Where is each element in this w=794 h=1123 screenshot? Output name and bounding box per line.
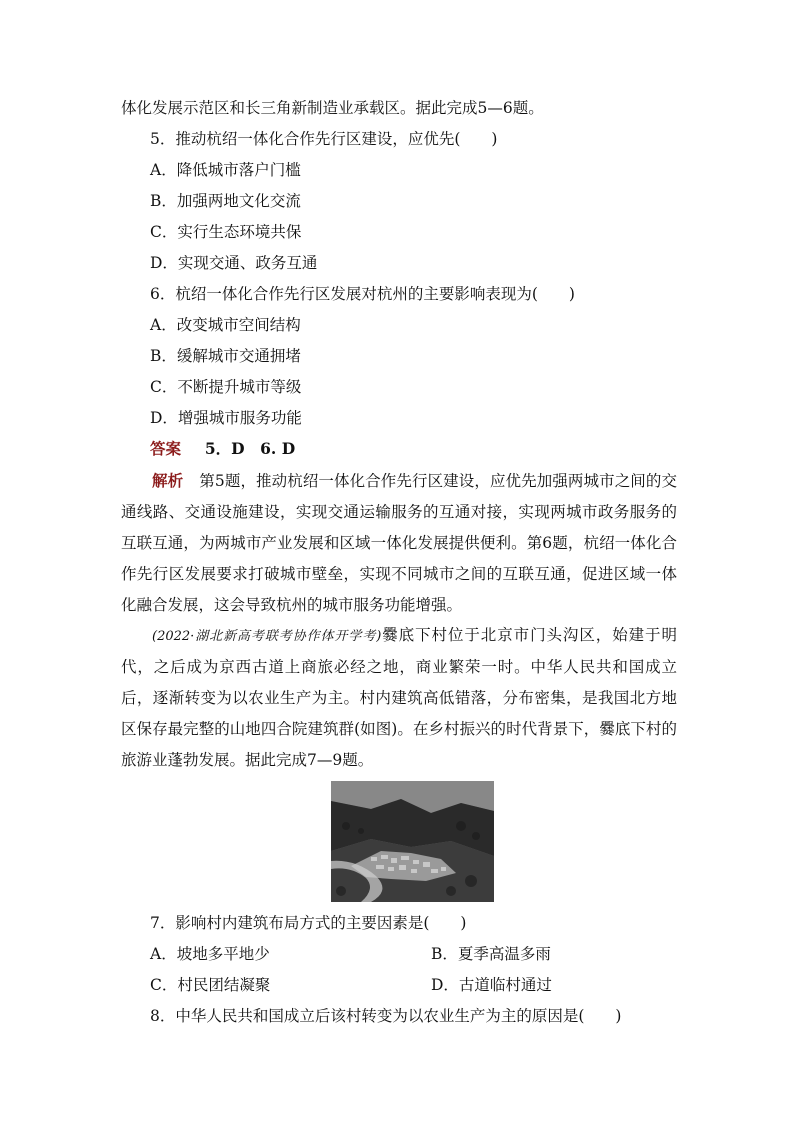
question-5-option-b: B．加强两地文化交流: [150, 192, 301, 210]
question-6-stem: 6．杭绍一体化合作先行区发展对杭州的主要影响表现为( ): [150, 285, 575, 303]
question-7-option-c: C．村民团结凝聚: [150, 976, 271, 994]
question-7-option-d: D．古道临村通过: [431, 976, 552, 994]
question-5-option-a: A．降低城市落户门槛: [150, 161, 301, 179]
question-6-option-a: A．改变城市空间结构: [150, 316, 301, 334]
answer-label: 答案: [150, 439, 182, 458]
question-5-option-d: D．实现交通、政务互通: [150, 254, 318, 272]
question-6-option-c: C．不断提升城市等级: [150, 378, 302, 396]
passage-text: 爨底下村位于北京市门头沟区，始建于明代，之后成为京西古道上商旅必经之地，商业繁荣一时。中华人民共和国成立后，逐渐转变为以农业生产为主。村内建筑高低错落，分布密集，是我国北方地区保存最完整的山地四合院建筑群(如图)。在乡村振兴的时代背景下，爨底下村的旅游业蓬勃发展。据此完成7—9题。: [121, 626, 677, 769]
answer-text: 5．D 6. D: [204, 439, 296, 458]
question-6-option-d: D．增强城市服务功能: [150, 409, 302, 427]
intro-tail-text: 体化发展示范区和长三角新制造业承载区。据此完成5—6题。: [121, 99, 544, 117]
answer-line: [150, 439, 295, 459]
analysis-label: 解析: [152, 471, 184, 490]
question-7-option-b: B．夏季高温多雨: [431, 945, 551, 963]
analysis-text: 第5题，推动杭绍一体化合作先行区建设，应优先加强两城市之间的交通线路、交通设施建设，实现交通运输服务的互通对接，实现两城市政务服务的互联互通，为两城市产业发展和区域一体化发展提供便利。第6题，杭绍一体化合作先行区发展要求打破城市壁垒，实现不同城市之间的互联互通，促进区域一体化融合发展，这会导致杭州的城市服务功能增强。: [121, 472, 677, 614]
question-6-option-b: B．缓解城市交通拥堵: [150, 347, 301, 365]
passage-paragraph: [121, 620, 677, 776]
passage-source: (2022·湖北新高考联考协作体开学考): [152, 629, 382, 644]
question-7-option-a: A．坡地多平地少: [150, 945, 270, 963]
mountain-village-photo-icon: [331, 781, 494, 902]
question-5-stem: 5．推动杭绍一体化合作先行区建设，应优先( ): [150, 130, 498, 148]
question-5-option-c: C．实行生态环境共保: [150, 223, 302, 241]
question-7-stem: 7．影响村内建筑布局方式的主要因素是( ): [150, 914, 467, 932]
analysis-paragraph: [121, 465, 677, 621]
question-8-stem: 8．中华人民共和国成立后该村转变为以农业生产为主的原因是( ): [150, 1007, 622, 1025]
